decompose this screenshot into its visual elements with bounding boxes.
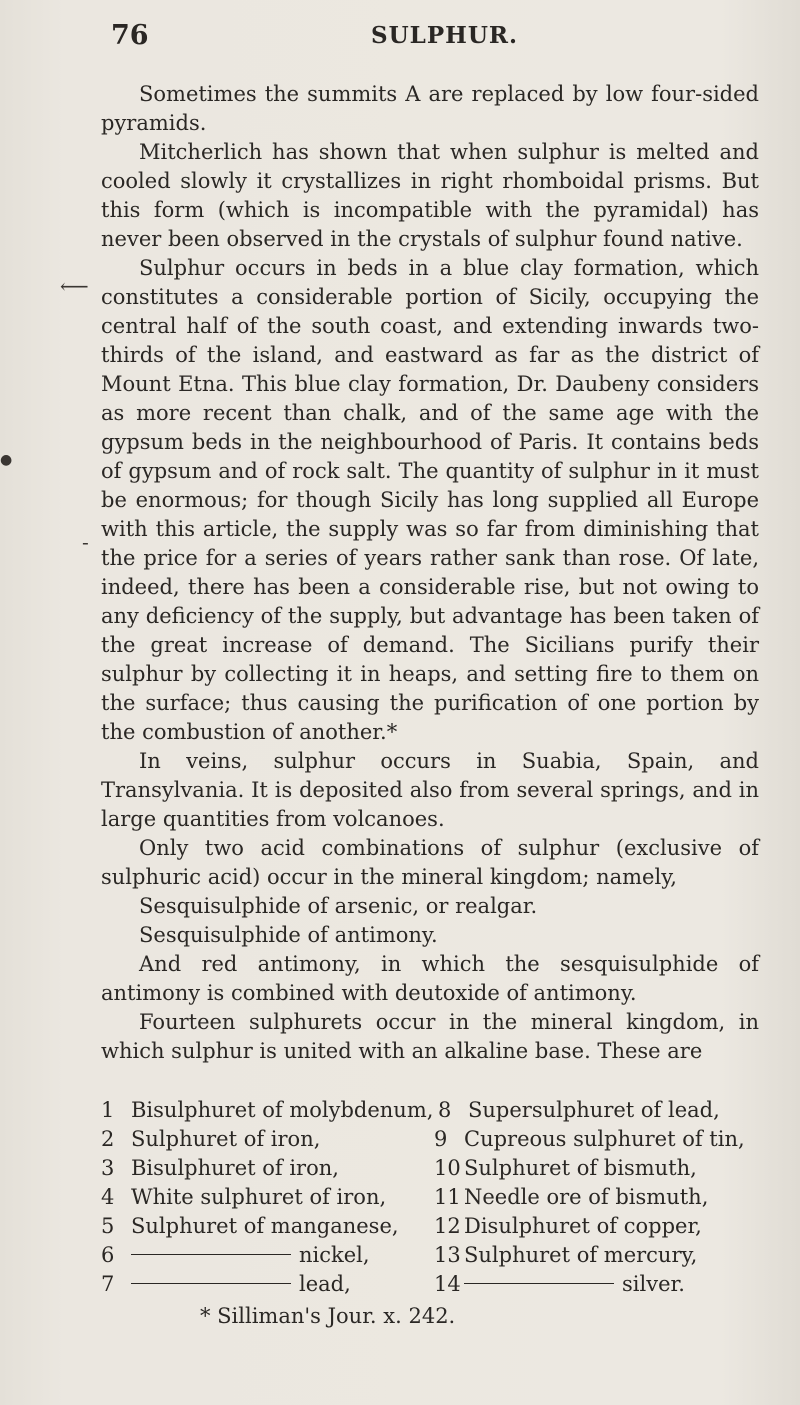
paragraph: Fourteen sulphurets occur in the mineral kingdom, in which sulphur is united with an alkaline base. These are	[101, 1010, 759, 1063]
list-item	[426, 1270, 759, 1299]
list-item-number: 5	[101, 1214, 115, 1238]
list-item	[426, 1241, 759, 1270]
list-item-text: Cupreous sulphuret of tin,	[464, 1127, 745, 1151]
list-item-text: Sulphuret of bismuth,	[464, 1156, 697, 1180]
list-row	[101, 1154, 759, 1183]
list-item-number: 11	[434, 1185, 461, 1209]
sulphuret-list	[101, 1096, 759, 1299]
list-item-text: Bisulphuret of molybdenum,	[131, 1098, 434, 1122]
list-item-text: lead,	[299, 1272, 351, 1296]
list-item-number: 7	[101, 1272, 115, 1296]
paragraph: Mitcherlich has shown that when sulphur is melted and cooled slowly it crystallizes in right rhomboidal prisms. But this form (which is incompatible with the pyramidal) has never been observed in the crystals of sulphur found native.	[101, 140, 759, 251]
list-item-number: 12	[434, 1214, 461, 1238]
list-item-text: White sulphuret of iron,	[131, 1185, 387, 1209]
list-row	[101, 1212, 759, 1241]
list-item	[426, 1212, 759, 1241]
list-item-number: 13	[434, 1243, 461, 1267]
paragraph: Sulphur occurs in beds in a blue clay formation, which constitutes a considerable portion of Sicily, occupying the central half of the south coast, and extending inwards two-thirds of the island, and eastward as far as the district of Mount Etna. This blue clay formation, Dr. Daubeny considers as more recent than chalk, and of the same age with the gypsum beds in the neighbourhood of Paris. It contains beds of gypsum and of rock salt. The quantity of sulphur in it must be enormous; for though Sicily has long supplied all Europe with this article, the supply was so far from diminishing that the price for a series of years rather sank than rose. Of late, indeed, there has been a considerable rise, but not owing to any deficiency of the supply, but advantage has been taken of the great increase of demand. The Sicilians purify their sulphur by collecting it in heaps, and setting fire to them on the surface; thus causing the purification of one portion by the combustion of another.*	[101, 256, 759, 744]
list-item-text: Disulphuret of copper,	[464, 1214, 702, 1238]
list-item	[101, 1154, 426, 1183]
margin-dot: ●	[0, 452, 13, 468]
list-item-number: 14	[434, 1272, 461, 1296]
list-row	[101, 1241, 759, 1270]
list-item-number: 6	[101, 1243, 115, 1267]
body-text	[101, 80, 759, 1066]
list-item	[426, 1183, 759, 1212]
list-item-text: silver.	[622, 1272, 685, 1296]
list-item-text: Bisulphuret of iron,	[131, 1156, 339, 1180]
running-title: SULPHUR.	[371, 22, 519, 49]
list-item-number: 3	[101, 1156, 115, 1180]
list-item-text: nickel,	[299, 1243, 370, 1267]
list-item-text: Sulphuret of mercury,	[464, 1243, 698, 1267]
paragraph: And red antimony, in which the sesquisulphide of antimony is combined with deutoxide of antimony.	[101, 952, 759, 1005]
page-number: 76	[111, 20, 149, 51]
list-item-number: 1	[101, 1098, 115, 1122]
ditto-dash	[131, 1254, 291, 1255]
list-item	[426, 1154, 759, 1183]
list-item	[101, 1125, 426, 1154]
list-item-text: Sulphuret of manganese,	[131, 1214, 399, 1238]
paragraph: In veins, sulphur occurs in Suabia, Spain, and Transylvania. It is deposited also from several springs, and in large quantities from volcanoes.	[101, 749, 759, 831]
list-item	[101, 1241, 426, 1270]
list-item-number: 2	[101, 1127, 115, 1151]
list-item	[101, 1096, 434, 1125]
list-item-number: 10	[434, 1156, 461, 1180]
margin-dash: -	[82, 530, 89, 554]
list-item-text: Sulphuret of iron,	[131, 1127, 321, 1151]
list-item-number: 9	[434, 1127, 448, 1151]
list-row	[101, 1270, 759, 1299]
list-item	[101, 1183, 426, 1212]
paragraph: Sometimes the summits A are replaced by low four-sided pyramids.	[101, 82, 759, 135]
list-item-number: 4	[101, 1185, 115, 1209]
page-header	[111, 20, 740, 60]
list-item	[101, 1212, 426, 1241]
list-row	[101, 1096, 759, 1125]
paragraph: Sesquisulphide of arsenic, or realgar.	[139, 894, 538, 918]
list-item	[430, 1096, 759, 1125]
list-item	[101, 1270, 426, 1299]
footnote: * Silliman's Jour. x. 242.	[200, 1304, 456, 1328]
paragraph: Sesquisulphide of antimony.	[139, 923, 438, 947]
list-item-text: Needle ore of bismuth,	[464, 1185, 709, 1209]
list-row	[101, 1183, 759, 1212]
margin-mark: ⟵	[60, 274, 89, 298]
list-item	[426, 1125, 759, 1154]
paragraph: Only two acid combinations of sulphur (exclusive of sulphuric acid) occur in the mineral kingdom; namely,	[101, 836, 759, 889]
list-item-text: Supersulphuret of lead,	[468, 1098, 720, 1122]
list-item-number: 8	[438, 1098, 452, 1122]
list-row	[101, 1125, 759, 1154]
ditto-dash	[131, 1283, 291, 1284]
ditto-dash	[464, 1283, 614, 1284]
